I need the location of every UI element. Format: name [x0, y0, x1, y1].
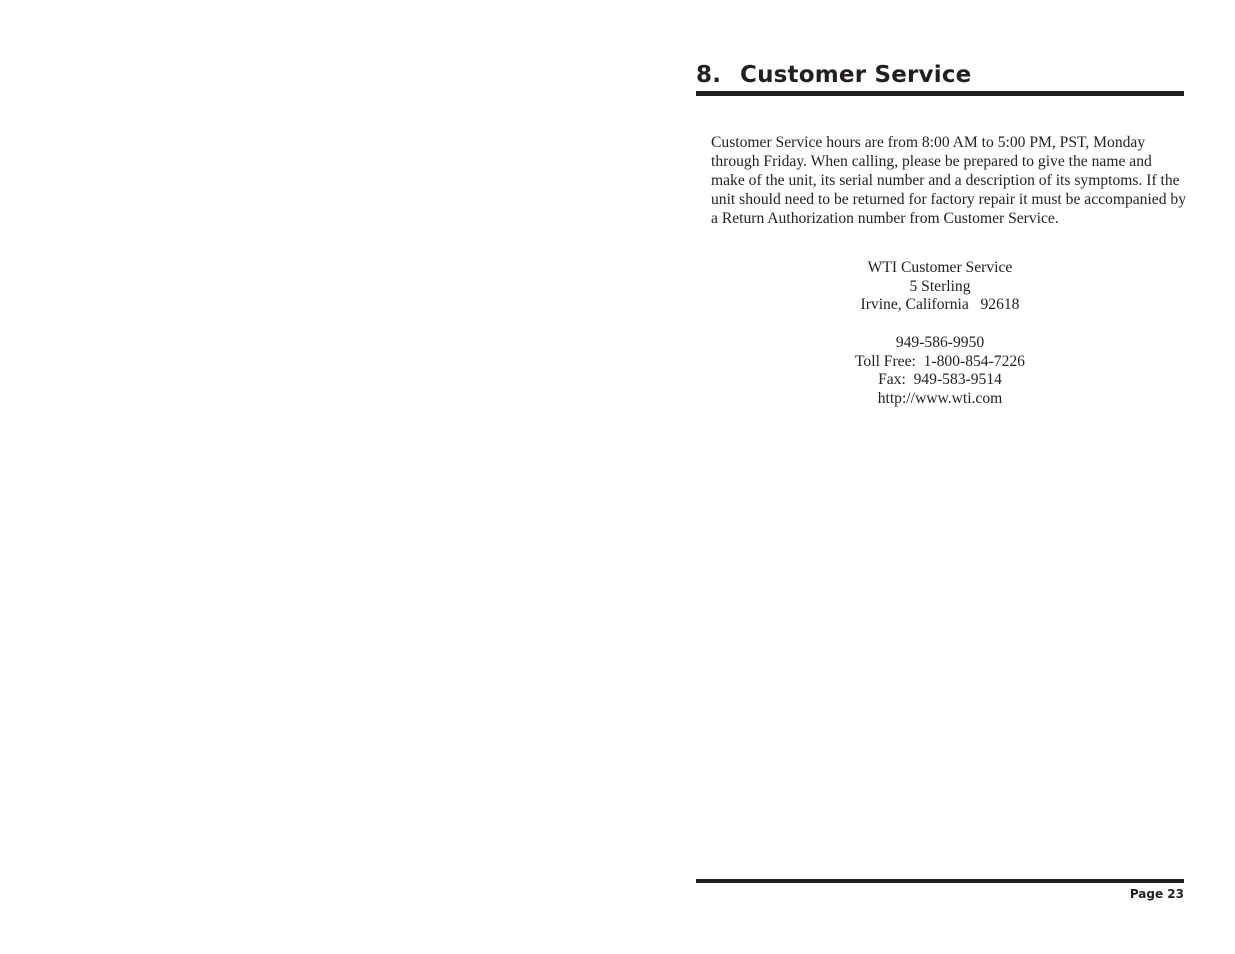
- section-title: [696, 62, 971, 88]
- contact-spacer: [711, 315, 1169, 334]
- website-url: http://www.wti.com: [877, 389, 1003, 407]
- fax-number: Fax: 949-583-9514: [878, 371, 1002, 389]
- section-heading: [696, 60, 1184, 96]
- footer-rule: [696, 879, 1184, 883]
- page-number: Page 23: [1129, 887, 1184, 901]
- street-address: 5 Sterling: [909, 277, 971, 295]
- phone-number: 949-586-9950: [895, 333, 985, 351]
- city-state-zip: Irvine, California 92618: [860, 296, 1020, 314]
- company-name: WTI Customer Service: [867, 259, 1013, 276]
- toll-free-number: Toll Free: 1-800-854-7226: [855, 352, 1025, 370]
- section-title-text: Customer Service: [740, 62, 972, 88]
- contact-block: [711, 259, 1169, 409]
- service-hours-paragraph: Customer Service hours are from 8:00 AM to 5:00 PM, PST, Monday through Friday. When calling, please be prepared to give the name and make of the unit, its serial number and a description of its symptoms. If the unit should need to be returned for factory repair it must be accompanied by a Return Authorization number from Customer Service.: [711, 134, 1187, 227]
- section-number: 8.: [696, 62, 722, 88]
- manual-page: [696, 0, 1187, 954]
